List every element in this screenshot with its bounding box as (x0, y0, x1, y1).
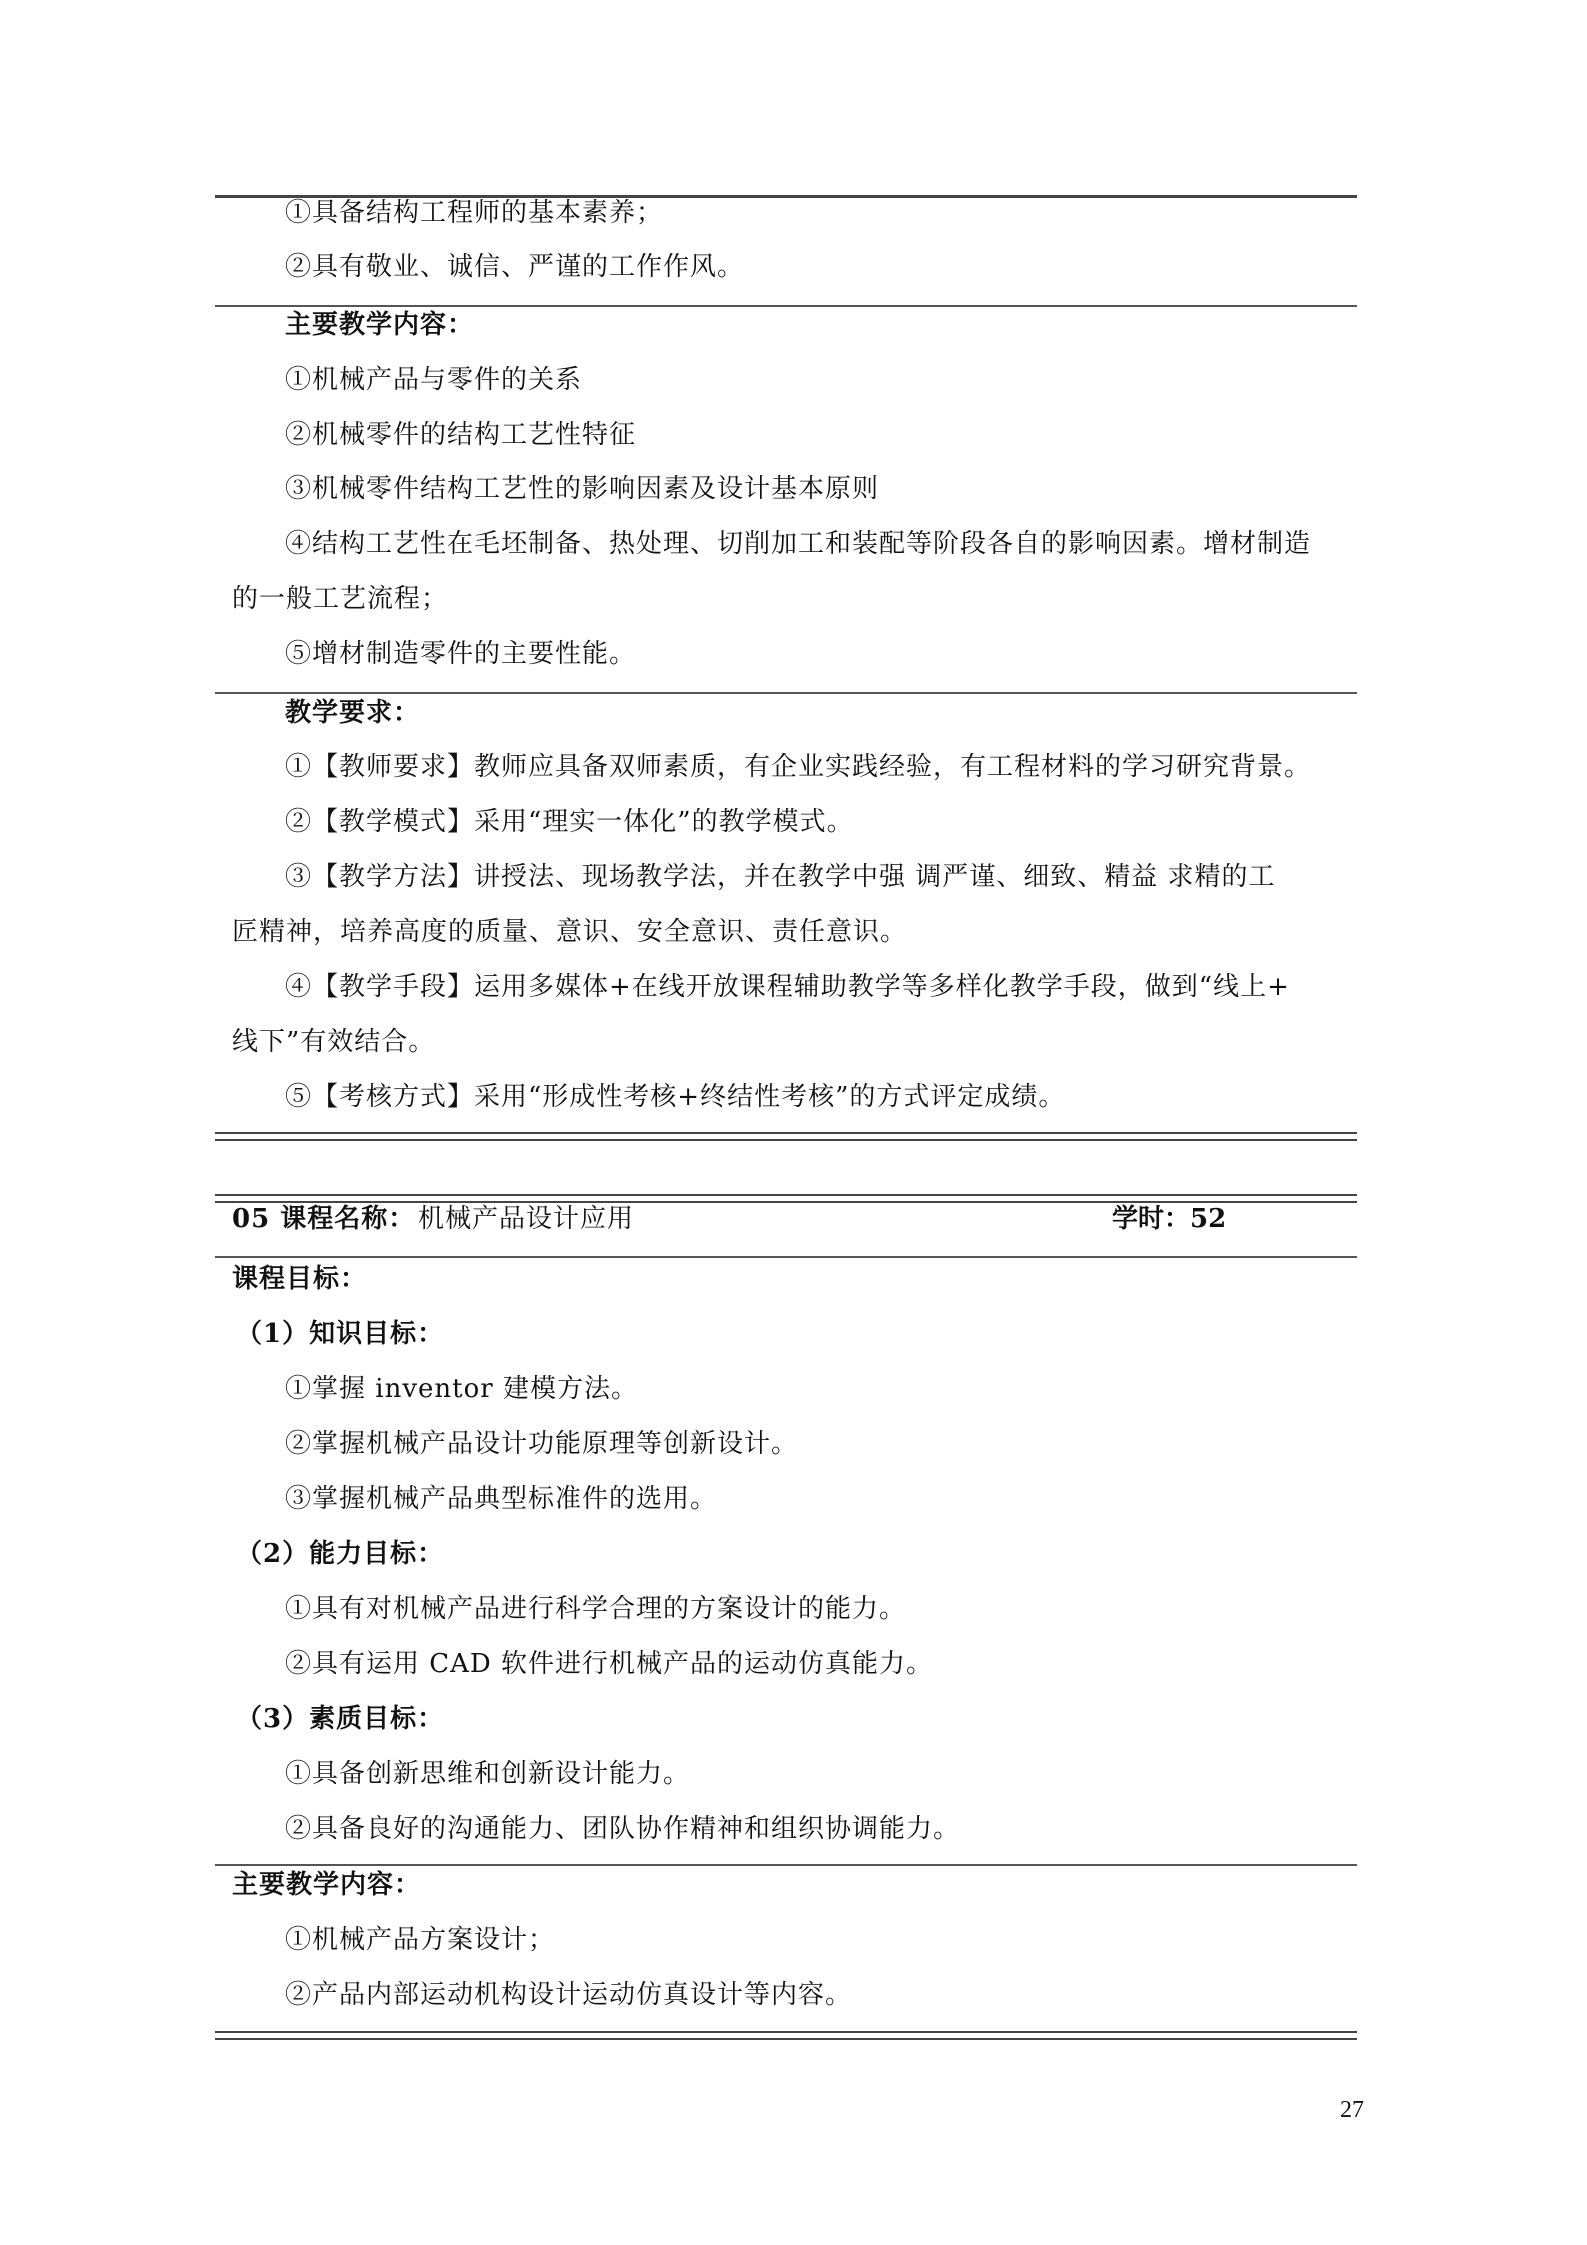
section-divider (215, 1864, 1357, 1866)
table-bottom-rule (215, 1132, 1357, 1141)
course-number-label: 05 课程名称： (232, 1204, 416, 1234)
ability-item: ①具有对机械产品进行科学合理的方案设计的能力。 (285, 1594, 907, 1624)
requirement-item: ①【教师要求】教师应具备双师素质，有企业实践经验，有工程材料的学习研究背景。 (285, 752, 1312, 782)
content-item: ③机械零件结构工艺性的影响因素及设计基本原则 (285, 474, 880, 504)
quality-item: ①具备创新思维和创新设计能力。 (285, 1759, 691, 1789)
requirement-item: ⑤【考核方式】采用“形成性考核+终结性考核”的方式评定成绩。 (285, 1082, 1066, 1112)
requirement-item: ④【教学手段】运用多媒体+在线开放课程辅助教学等多样化教学手段，做到“线上+ (285, 972, 1290, 1002)
requirement-item-continuation: 匠精神，培养高度的质量、意识、安全意识、责任意识。 (232, 917, 908, 947)
content-item: ②机械零件的结构工艺性特征 (285, 420, 637, 450)
knowledge-item: ②掌握机械产品设计功能原理等创新设计。 (285, 1429, 799, 1459)
quality-heading: （3）素质目标： (236, 1704, 445, 1734)
page-number: 27 (1340, 2097, 1364, 2123)
knowledge-item: ①掌握 inventor 建模方法。 (285, 1374, 638, 1404)
section-divider (215, 692, 1357, 694)
requirements-heading: 教学要求： (285, 698, 421, 728)
section-divider (215, 305, 1357, 307)
content-item: ①机械产品与零件的关系 (285, 365, 583, 395)
content-item: ⑤增材制造零件的主要性能。 (285, 639, 637, 669)
requirement-item-continuation: 线下”有效结合。 (232, 1027, 436, 1057)
content-item: ①机械产品方案设计； (285, 1925, 556, 1955)
content-item: ②产品内部运动机构设计运动仿真设计等内容。 (285, 1980, 853, 2010)
knowledge-item: ③掌握机械产品典型标准件的选用。 (285, 1484, 718, 1514)
requirement-item: ②【教学模式】采用“理实一体化”的教学模式。 (285, 807, 854, 837)
course-table-bottom-rule (215, 2031, 1357, 2040)
course-hours: 学时：52 (1112, 1204, 1227, 1234)
content-heading: 主要教学内容： (285, 310, 475, 340)
content-heading: 主要教学内容： (232, 1870, 422, 1900)
quality-item: ②具有敬业、诚信、严谨的工作作风。 (285, 252, 745, 282)
course-name: 机械产品设计应用 (418, 1204, 635, 1234)
quality-item: ②具备良好的沟通能力、团队协作精神和组织协调能力。 (285, 1814, 961, 1844)
quality-item: ①具备结构工程师的基本素养； (285, 198, 664, 228)
content-item: ④结构工艺性在毛坯制备、热处理、切削加工和装配等阶段各自的影响因素。增材制造 (285, 529, 1312, 559)
objectives-heading: 课程目标： (232, 1264, 368, 1294)
content-item-continuation: 的一般工艺流程； (232, 584, 449, 614)
ability-item: ②具有运用 CAD 软件进行机械产品的运动仿真能力。 (285, 1649, 934, 1679)
course-header-divider (215, 1256, 1357, 1258)
requirement-item: ③【教学方法】讲授法、现场教学法，并在教学中强 调严谨、细致、精益 求精的工 (285, 862, 1276, 892)
knowledge-heading: （1）知识目标： (236, 1319, 445, 1349)
ability-heading: （2）能力目标： (236, 1539, 445, 1569)
